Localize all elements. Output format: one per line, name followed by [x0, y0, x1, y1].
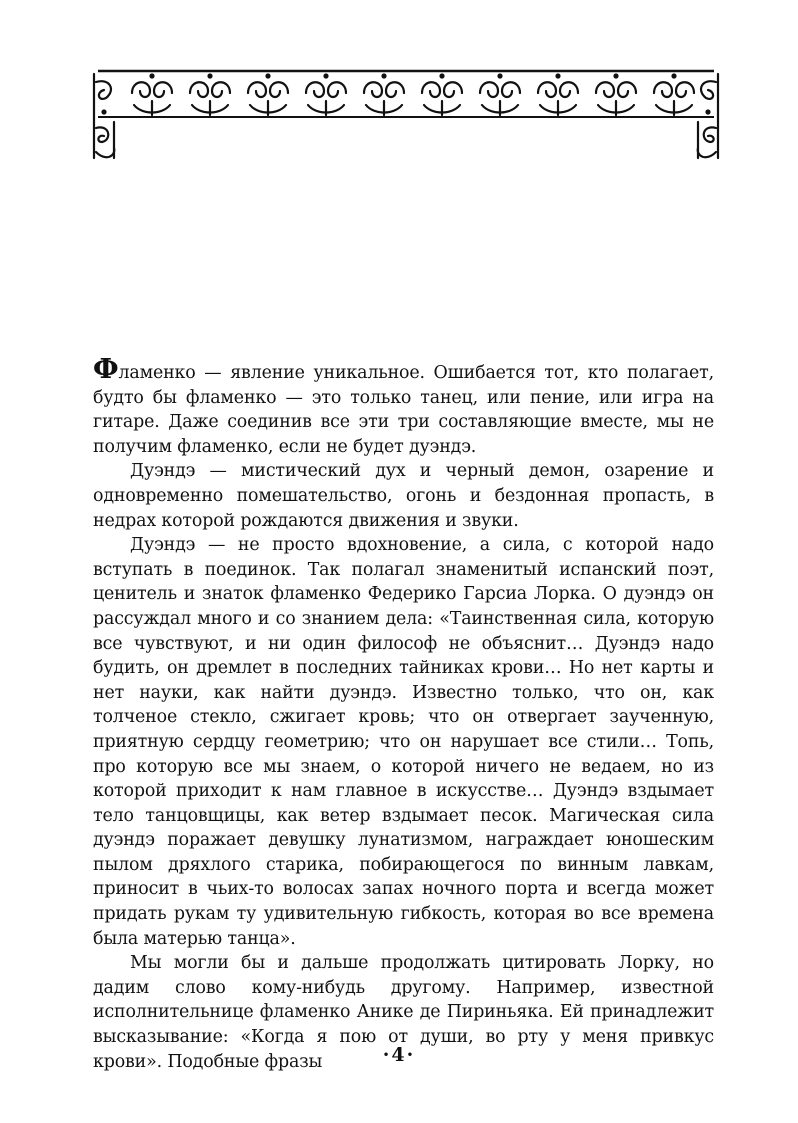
body-text	[93, 354, 714, 1074]
paragraph-4: Мы могли бы и дальше продолжать цитировать Лорку, но дадим слово кому-нибудь другому. Например, известной исполнительнице фламенко Анике де Пириньяка. Ей принадлежит высказывание: «Когда я пою от души, во рту у меня привкус крови». Подобные фразы	[93, 953, 714, 1072]
paragraph-1	[93, 354, 714, 459]
page-number: ·4·	[382, 1044, 416, 1066]
drop-cap-letter: Ф	[93, 354, 119, 385]
paragraph-1-text: ламенко — явление уникальное. Ошибается тот, кто полагает, будто бы фламенко — это только танец, или пение, или игра на гитаре. Даже соединив все эти три составляющие вместе, мы не получим фламенко, если не будет дуэндэ.	[93, 363, 714, 457]
paragraph-3: Дуэндэ — не просто вдохновение, а сила, с которой надо вступать в поединок. Так полагал знаменитый испанский поэт, ценитель и знаток фламенко Федерико Гарсиа Лорка. О дуэндэ он рассуждал много и со знанием дела: «Таинственная сила, которую все чувствуют, и ни один философ не объяснит… Дуэндэ надо будить, он дремлет в последних тайниках крови… Но нет карты и нет науки, как найти дуэндэ. Известно только, что он, как толченое стекло, сжигает кровь; что он отвергает заученную, приятную сердцу геометрию; что он нарушает все стили… Топь, про которую все мы знаем, о которой ничего не ведаем, но из которой приходит к нам главное в искусстве… Дуэндэ вздымает тело танцовщицы, как ветер вздымает песок. Магическая сила дуэндэ поражает девушку лунатизмом, награждает юношеским пылом дряхлого старика, побирающегося по винным лавкам, приносит в чьих-то волосах запах ночного порта и всегда может придать рукам ту удивительную гибкость, которая во все времена была матерью танца».	[93, 535, 714, 949]
decorative-header-ornament	[88, 68, 724, 164]
paragraph-2: Дуэндэ — мистический дух и черный демон, озарение и одновременно помешательство, огонь и бездонная пропасть, в недрах которой рождаются движения и звуки.	[93, 461, 714, 531]
